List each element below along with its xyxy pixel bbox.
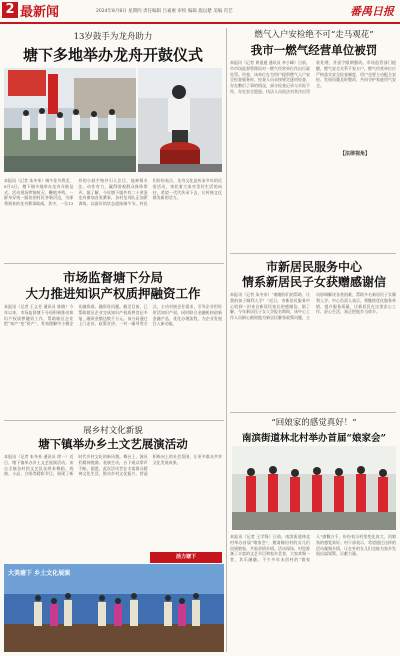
article5-tag bbox=[150, 552, 222, 563]
page-header bbox=[0, 0, 400, 24]
divider-right-2 bbox=[230, 412, 396, 413]
page-number: 2 bbox=[2, 2, 18, 18]
article3-headline-line2: 大力推进知识产权质押融资工作 bbox=[25, 286, 201, 301]
article2-body: 本报讯（记者 黄嘉通 通讯员 李小峰）日前，市市场监督管理局对一燃气经营单位作出行政处罚。经查，该单位在为用户提供燃气入户安全检查服务时，检查人员未按规定逐项检查，存在敷衍了事的情况，部分检查记录与实际不符，存在安全隐患。执法人员依法对其作出罚款处理，并责令限期整改。市场监管部门提醒，燃气安全关系千家万户，燃气经营单位应严格落实安全检查制度，用户也要主动配合安检，发现问题及时整改，共同守护家庭用气安全。 bbox=[230, 60, 396, 94]
article5-body: 本报讯（记者 朱冬来 通讯员 徐一）近日，塘下镇举办乡土文艺展演活动。来自全镇各村的文艺队伍带来舞蹈、戏曲、小品、合唱等精彩节目，展现了新时代乡村文化的新风貌。舞台上，演员们精神饱满、表演生动，台下观众掌声不断。据悉，此次活动旨在丰富群众精神文化生活，推动乡村文化振兴，营造积极向上的社会氛围，让更多群众共享文化发展成果。 bbox=[4, 454, 222, 477]
article5-headline: 塘下镇举办乡土文艺展演活动 bbox=[38, 437, 188, 451]
article5-tag-label: 活力塘下 bbox=[175, 554, 196, 560]
article6-photo bbox=[232, 446, 396, 530]
article4-body: 本报讯（记者 朱冬来）“谢谢你们的帮助，让我的孩子顺利入学！”近日，市新居民服务中心收到一封来自新居民家长的感谢信。据了解，今年新居民子女入学报名期间，该中心工作人员耐心细致地为新居民解答政策问题，主动协调解决各类困难，帮助多名新居民子女顺利入学。中心负责人表示，将继续优化服务举措，提升服务质量，让新居民在这里安心工作、舒心生活，真正把他乡当故乡。 bbox=[230, 292, 396, 321]
article1-photo-drummer bbox=[138, 68, 222, 172]
article2-kicker: 燃气入户安检绝不可“走马观花” bbox=[254, 30, 374, 40]
article5-banner-text: 大美塘下 乡土文化展演 bbox=[8, 570, 71, 577]
article3-body: 本报讯（记者 王义芳 通讯员 陈晓）今年以来，市场监督塘下分局积极推动知识产权质押融资工作，帮助辖区企业把“知产”变“资产”，有效缓解中小微企业融资难、融资贵问题。截至目前，已帮助辖区企业完成知识产权质押登记多笔，融资金额达数千万元。该分局通过上门走访、政策宣讲、一对一辅导等方式，主动对接企业需求，引导企业用好用活知识产权，同时联合金融机构创新金融产品，优化办理流程，为企业发展注入新动能。 bbox=[4, 304, 222, 327]
column-divider-lower bbox=[226, 412, 227, 652]
divider-right-1 bbox=[230, 253, 396, 254]
divider-left-2 bbox=[4, 420, 224, 421]
divider-left-1 bbox=[4, 263, 224, 264]
article5-stage-photo bbox=[4, 564, 224, 652]
section-title: 最新闻 bbox=[20, 5, 60, 20]
article1-photo-main bbox=[4, 68, 136, 172]
article3-headline-line1: 市场监督塘下分局 bbox=[62, 270, 163, 285]
column-divider bbox=[226, 28, 227, 468]
article1-kicker: 13岁鼓手为龙舟助力 bbox=[73, 32, 153, 42]
article4-headline-line1: 市新居民服务中心 bbox=[265, 260, 362, 274]
article4-headline-line2: 情系新居民子女获赠感谢信 bbox=[241, 275, 386, 289]
edition-meta: 2024年8月8日 星期四 责任编辑 吕嘉惠 审校 编辑 施以楚 美编 肖艺 bbox=[96, 9, 233, 14]
law-box-title: 【法律视角】 bbox=[339, 151, 370, 157]
article6-body: 本报讯（记者 王学锋）日前，南滨街道林北村举办首届“娘家会”，邀请嫁出村的女儿们回到娘家，共叙亲情乡情。活动现场，村里准备了丰富的文艺节目和家乡美食，大家欢聚一堂，其乐融融。不少多年未回村的“娘家人”感慨万千，纷纷表示村里变化真大，回娘家的感觉真好。村干部表示，希望通过这样的活动凝聚乡情，让在外的女儿们也能为家乡发展出谋划策、贡献力量。 bbox=[230, 534, 396, 563]
article1-headline: 塘下多地举办龙舟开鼓仪式 bbox=[22, 46, 203, 64]
article6-headline: 南滨街道林北村举办首届“娘家会” bbox=[242, 433, 386, 444]
article6-kicker: “回娘家的感觉真好！” bbox=[271, 418, 357, 428]
article5-kicker: 展乡村文化新貌 bbox=[83, 426, 143, 436]
newspaper-masthead: 番禺日报 bbox=[350, 5, 394, 18]
article1-body: 本报讯（记者 朱冬来）端午佳节将至，8月5日，塘下镇多地举办龙舟开鼓仪式。活动现场锣鼓喧天，鞭炮齐鸣，一群身穿统一服装的村民齐聚河边，为即将到来的龙舟赛事助威。其中，一位13岁的小鼓手格外引人注目，他神情专注、动作有力，赢得围观群众阵阵掌声。据了解，今年塘下镇共有二十余条龙舟参加各类赛事，各村龙舟队正加紧训练，以最好的状态迎接端午节。村民们纷纷表示，龙舟文化是传承多年的民俗活动，寄托着大家对美好生活的向往，希望一代代传承下去，让传统文化焕发新的活力。 bbox=[4, 178, 222, 207]
article2-headline: 我市一燃气经营单位被罚 bbox=[250, 43, 378, 57]
